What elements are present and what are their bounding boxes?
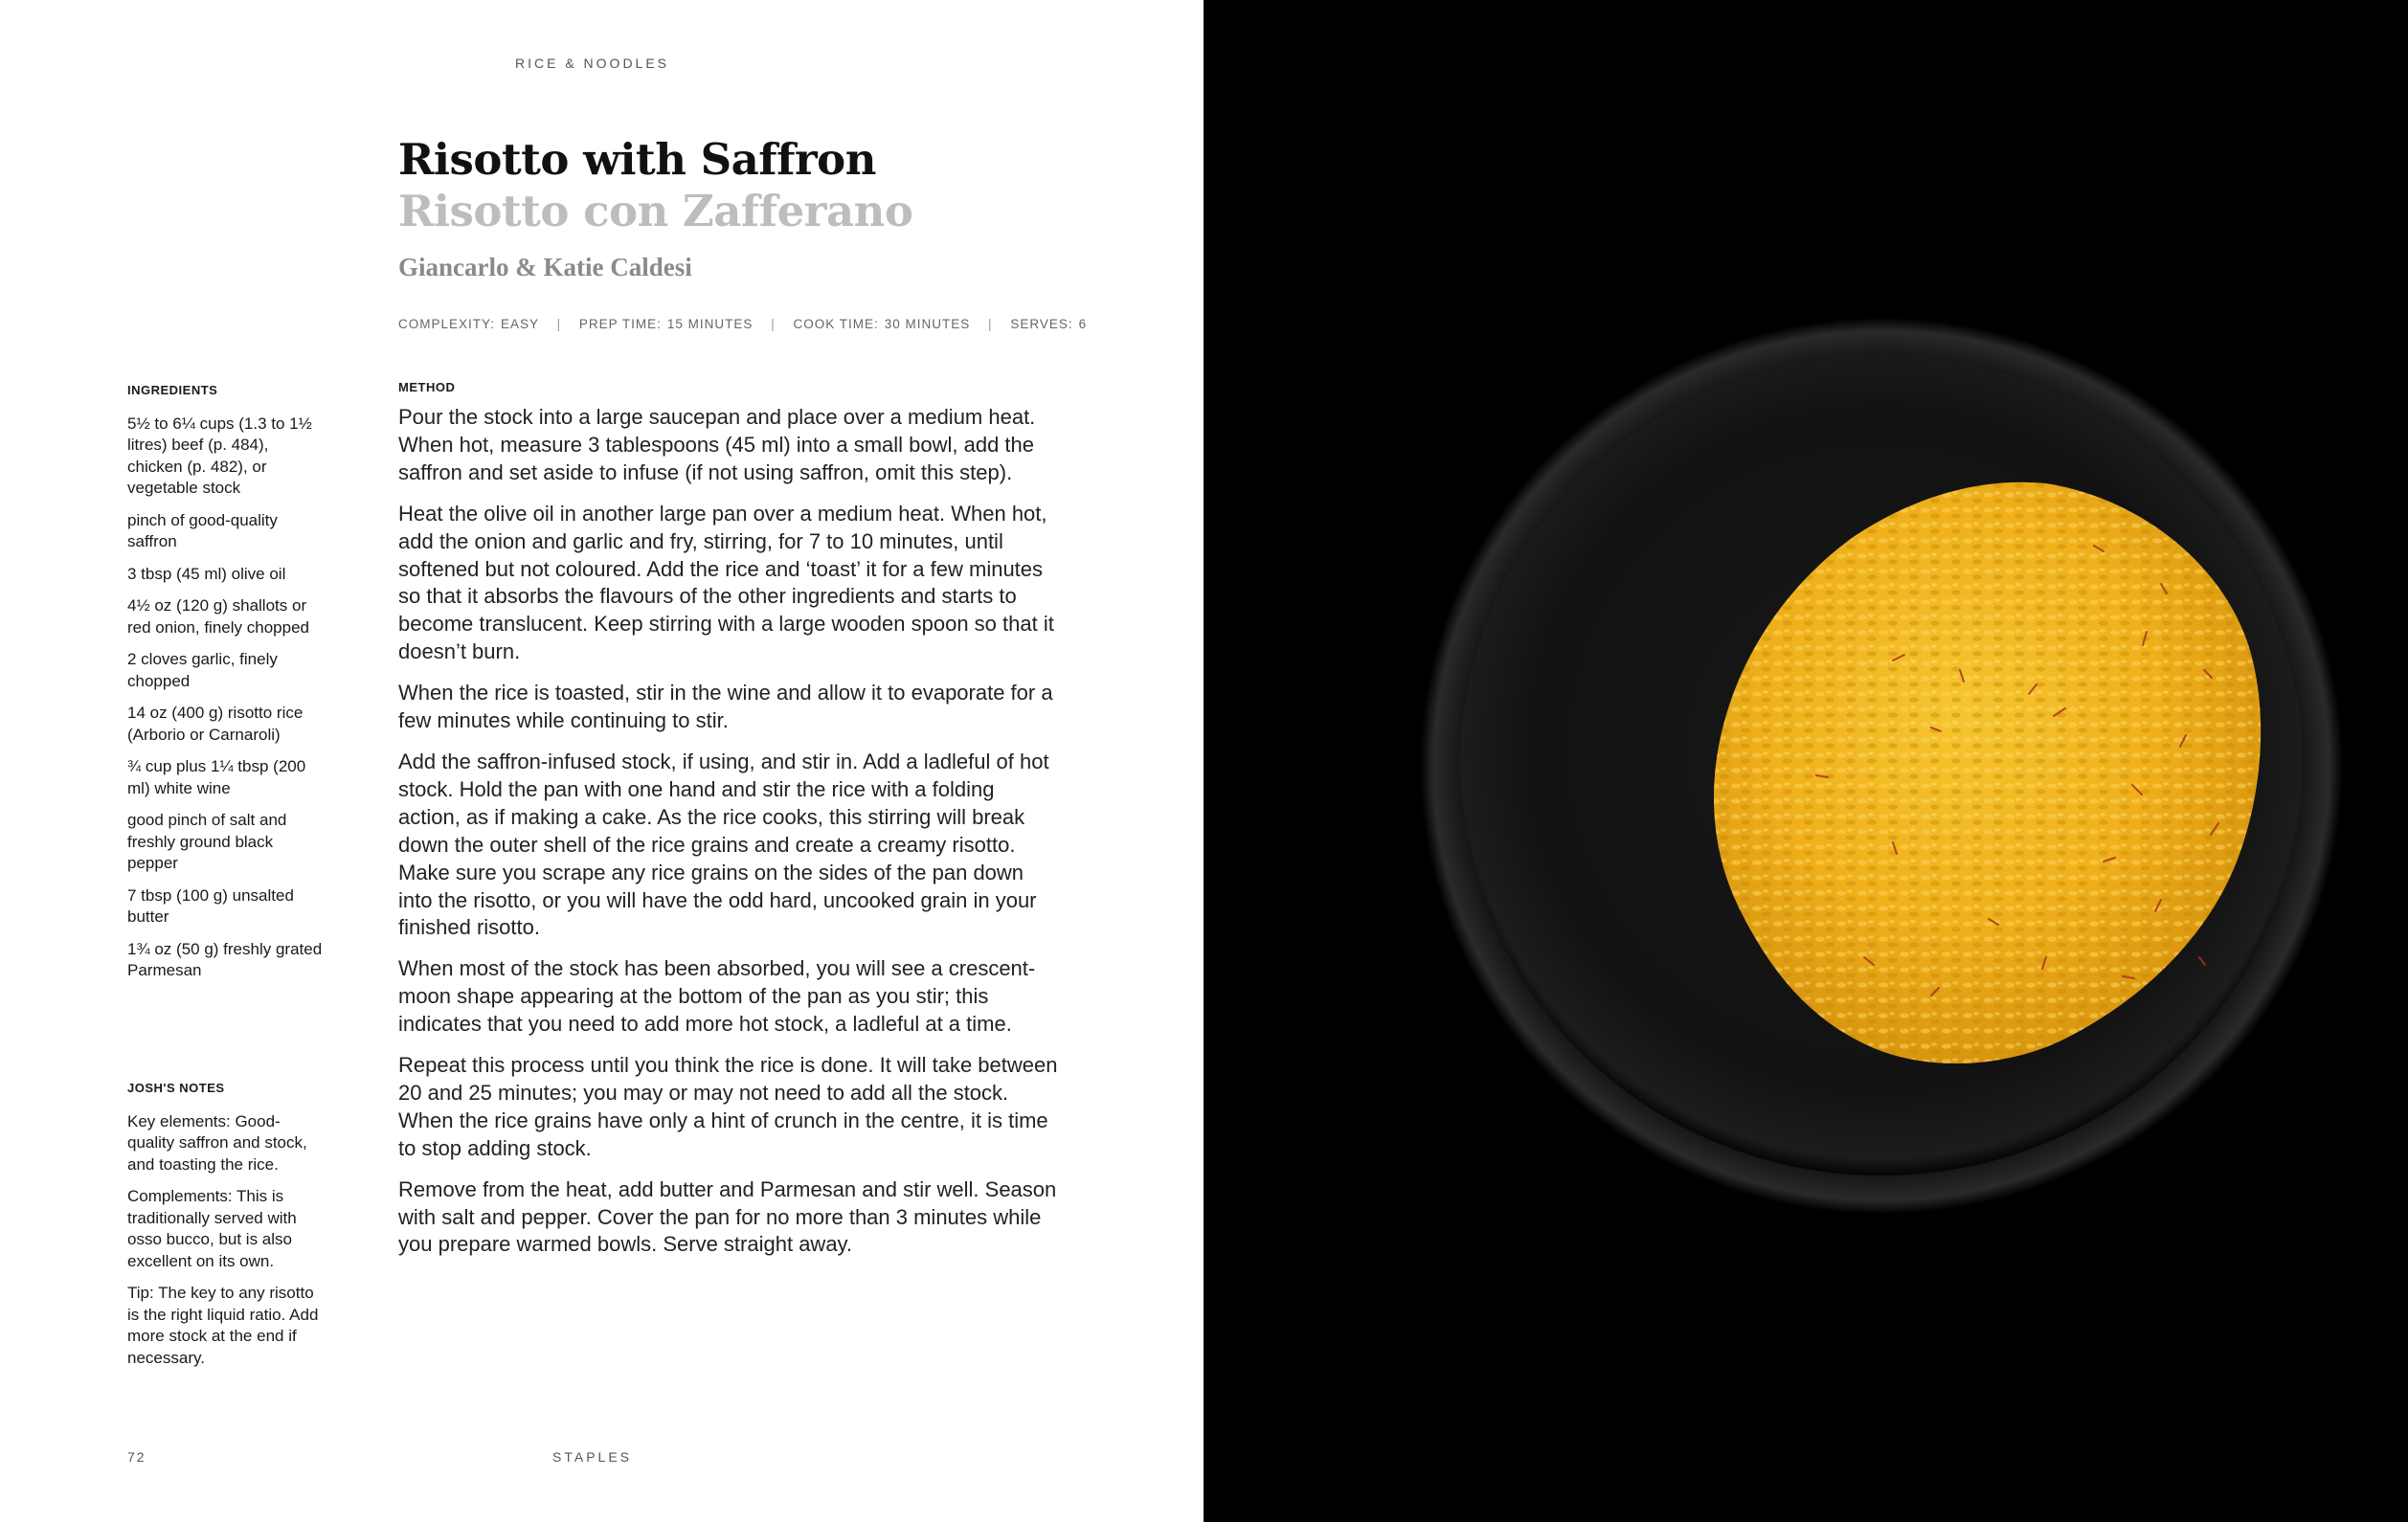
title-block — [398, 134, 1183, 282]
method-section — [398, 380, 1059, 1272]
ingredient-item: 14 oz (400 g) risotto rice (Arborio or Carnaroli) — [127, 704, 304, 744]
ingredient-item: 7 tbsp (100 g) unsalted butter — [127, 885, 294, 926]
complexity-value: EASY — [501, 317, 539, 331]
method-step: Remove from the heat, add butter and Parmesan and stir well. Season with salt and pepper. Cover the pan for no more than 3 minutes while you prepare warmed bowls. Serve straight away. — [398, 1176, 1057, 1257]
method-step: When the rice is toasted, stir in the wine and allow it to evaporate for a few minutes while continuing to stir. — [398, 681, 1053, 733]
method-step: Pour the stock into a large saucepan and place over a medium heat. When hot, measure 3 tablespoons (45 ml) into a small bowl, add the saffron and set aside to infuse (if not using saffron, omit this step). — [398, 405, 1036, 484]
method-step: Repeat this process until you think the rice is done. It will take between 20 and 25 minutes; you may or may not need to add all the stock. When the rice grains have only a hint of crunch in the centre, it is time to stop adding stock. — [398, 1053, 1058, 1160]
ingredient-item: pinch of good-quality saffron — [127, 510, 278, 550]
recipe-title-italian: Risotto con Zafferano — [398, 186, 913, 236]
ingredient-item: 3 tbsp (45 ml) olive oil — [127, 564, 286, 583]
dish-photo — [1204, 0, 2408, 1522]
recipe-meta — [398, 317, 1183, 331]
recipe-author: Giancarlo & Katie Caldesi — [398, 253, 692, 281]
recipe-title: Risotto with Saffron — [398, 134, 876, 185]
ingredient-item: 1¾ oz (50 g) freshly grated Parmesan — [127, 939, 323, 979]
prep-time-value: 15 MINUTES — [666, 317, 754, 331]
note-item: Key elements: Good-quality saffron and stock, and toasting the rice. — [127, 1111, 307, 1174]
method-heading: METHOD — [398, 380, 456, 394]
ingredients-list — [127, 380, 324, 993]
meta-separator: | — [556, 317, 562, 331]
ingredient-item: good pinch of salt and freshly ground black pepper — [127, 811, 287, 872]
ingredient-item: 2 cloves garlic, finely chopped — [127, 650, 278, 690]
section-footer: STAPLES — [552, 1449, 632, 1465]
method-step: When most of the stock has been absorbed, you will see a crescent-moon shape appearing at the bottom of the pan as you stir; this indicates that you need to add more hot stock, a ladleful at a time. — [398, 956, 1036, 1037]
page-number: 72 — [127, 1449, 146, 1465]
serves-value: 6 — [1078, 317, 1088, 331]
running-head: RICE & NOODLES — [514, 56, 670, 71]
note-item: Complements: This is traditionally served with osso bucco, but is also excellent on its own. — [127, 1187, 297, 1270]
meta-separator: | — [771, 317, 776, 331]
cook-time-label: COOK TIME: — [793, 317, 879, 331]
complexity-label: COMPLEXITY: — [398, 317, 496, 331]
ingredient-item: 5½ to 6¼ cups (1.3 to 1½ litres) beef (p. 484), chicken (p. 482), or vegetable stock — [127, 414, 312, 497]
prep-time-label: PREP TIME: — [578, 317, 662, 331]
ingredient-item: ¾ cup plus 1¼ tbsp (200 ml) white wine — [127, 757, 306, 797]
chef-notes — [127, 1078, 324, 1379]
note-item: Tip: The key to any risotto is the right liquid ratio. Add more stock at the end if necessary. — [127, 1284, 319, 1367]
meta-separator: | — [988, 317, 993, 331]
serves-label: SERVES: — [1010, 317, 1073, 331]
ingredients-heading: INGREDIENTS — [127, 383, 218, 397]
risotto-photo-image — [1204, 0, 2408, 1522]
ingredient-item: 4½ oz (120 g) shallots or red onion, finely chopped — [127, 596, 309, 637]
method-step: Heat the olive oil in another large pan over a medium heat. When hot, add the onion and garlic and fry, stirring, for 7 to 10 minutes, until softened but not coloured. Add the rice and ‘toast’ it for a few minutes so that it absorbs the flavours of the other ingredients and starts to become translucent. Keep stirring with a large wooden spoon so that it doesn’t burn. — [398, 501, 1054, 664]
method-step: Add the saffron-infused stock, if using, and stir in. Add a ladleful of hot stock. Hold the pan with one hand and stir the rice with a folding action, as if making a cake. As the rice cooks, this stirring will break down the outer shell of the rice grains and create a creamy risotto. Make sure you scrape any rice grains on the sides of the pan down into the risotto, or you will have the odd hard, uncooked grain in your finished risotto. — [398, 749, 1049, 940]
notes-heading: JOSH'S NOTES — [127, 1081, 225, 1095]
cook-time-value: 30 MINUTES — [884, 317, 971, 331]
